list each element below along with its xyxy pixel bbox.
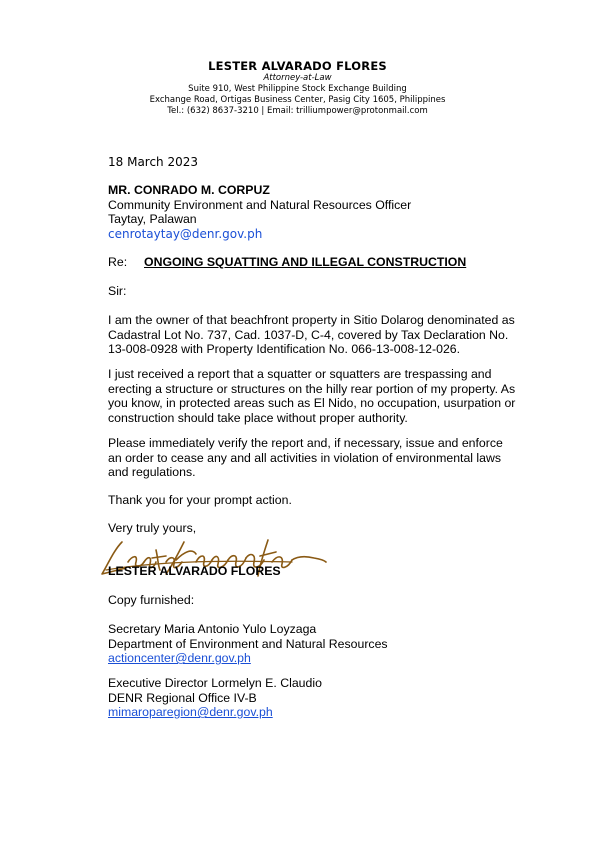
cc-recipient-name: Secretary Maria Antonio Yulo Loyzaga: [108, 622, 317, 636]
letter-date: 18 March 2023: [108, 155, 199, 169]
sender-address-line-2: Exchange Road, Ortigas Business Center, Pasig City 1605, Philippines: [149, 95, 446, 105]
paragraph-request: [108, 436, 528, 480]
paragraph-line: 13-008-0928 with Property Identification No. 066-13-008-12-026.: [108, 342, 461, 357]
signatory-name: LESTER ALVARADO FLORES: [108, 564, 281, 578]
recipient-email-link[interactable]: cenrotaytay@denr.gov.ph: [108, 226, 263, 241]
paragraph-line: construction should take place without proper authority.: [108, 410, 408, 425]
paragraph-line: Please immediately verify the report and, if necessary, issue and enforce: [108, 436, 503, 450]
salutation: Sir:: [108, 284, 127, 298]
paragraph-line: Cadastral Lot No. 737, Cad. 1037-D, C-4, covered by Tax Declaration No.: [108, 327, 509, 342]
cc-recipient-name: Executive Director Lormelyn E. Claudio: [108, 676, 322, 690]
paragraph-report: [108, 367, 528, 425]
paragraph-line: an order to cease any and all activities in violation of environmental laws: [108, 450, 502, 465]
paragraph-ownership: [108, 313, 528, 357]
recipient-name: MR. CONRADO M. CORPUZ: [108, 183, 270, 197]
re-subject: ONGOING SQUATTING AND ILLEGAL CONSTRUCTION: [144, 255, 467, 269]
cc-recipient-2: [108, 676, 528, 720]
paragraph-thanks: [108, 493, 528, 508]
paragraph-line: I am the owner of that beachfront property in Sitio Dolarog denominated as: [108, 313, 515, 327]
recipient-location: Taytay, Palawan: [108, 212, 197, 227]
letterhead: [0, 59, 595, 117]
paragraph-line: erecting a structure or structures on the hilly rear portion of my property. As: [108, 381, 516, 396]
paragraph-line: you know, in protected areas such as El Nido, no occupation, usurpation or: [108, 396, 516, 411]
recipient-block: [108, 183, 528, 241]
cc-recipient-email-link[interactable]: mimaroparegion@denr.gov.ph: [108, 705, 273, 720]
sender-name: LESTER ALVARADO FLORES: [208, 59, 387, 73]
paragraph-line: Thank you for your prompt action.: [108, 493, 292, 507]
re-label: Re:: [108, 255, 128, 269]
cc-recipient-office: DENR Regional Office IV-B: [108, 690, 257, 705]
copy-furnished-label: Copy furnished:: [108, 593, 195, 607]
sender-contact-line: Tel.: (632) 8637-3210 | Email: trilliumpower@protonmail.com: [167, 106, 428, 116]
closing: Very truly yours,: [108, 521, 197, 535]
cc-recipient-email-link[interactable]: actioncenter@denr.gov.ph: [108, 651, 251, 666]
paragraph-line: and regulations.: [108, 465, 196, 480]
cc-recipient-office: Department of Environment and Natural Resources: [108, 636, 388, 651]
sender-title: Attorney-at-Law: [263, 73, 332, 83]
recipient-position: Community Environment and Natural Resources Officer: [108, 197, 412, 212]
cc-recipient-1: [108, 622, 528, 666]
re-line: [108, 255, 528, 270]
paragraph-line: I just received a report that a squatter or squatters are trespassing and: [108, 367, 492, 381]
sender-address-line-1: Suite 910, West Philippine Stock Exchange Building: [188, 84, 407, 94]
